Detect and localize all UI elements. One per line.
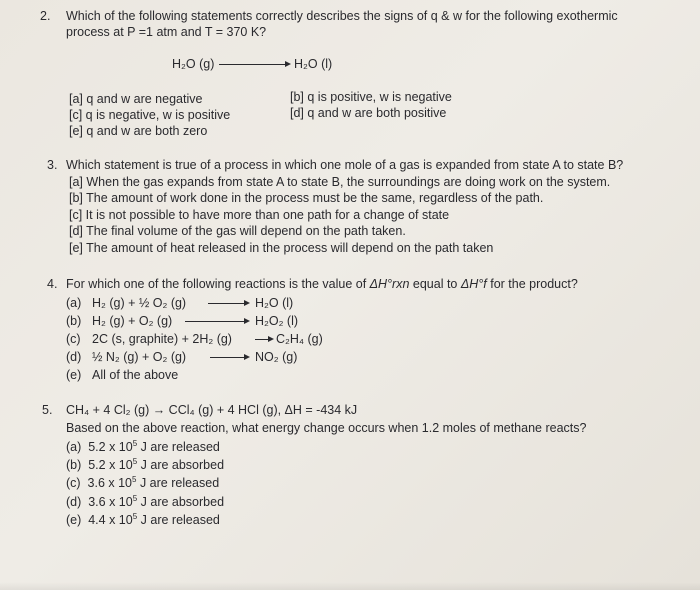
q4-option-e-lhs: All of the above [92,368,179,382]
q2-reactant: H₂O (g) [172,57,215,71]
q3-option-a: [a] When the gas expands from state A to state B, the surroundings are doing work on the system. [69,175,611,189]
q3-option-e: [e] The amount of heat released in the process will depend on the path taken [69,241,494,255]
q2-text-line2: process at P =1 atm and T = 370 K? [66,25,267,39]
q4-option-e-label: (e) [66,368,82,382]
q4-dh-rxn: ΔH°rxn [369,277,410,291]
q5-option-c-label: (c) [66,476,81,490]
q4-text [66,276,578,292]
q5-option-d-mant: 3.6 x 10 [88,495,133,509]
q2-option-a: [a] q and w are negative [69,92,203,106]
q5-text: Based on the above reaction, what energy change occurs when 1.2 moles of methane reacts? [66,421,587,435]
q5-option-a-mant: 5.2 x 10 [88,440,133,454]
q5-option-d-exp: 5 [132,493,138,503]
q5-option-c-mant: 3.6 x 10 [87,476,133,490]
q5-option-b-mant: 5.2 x 10 [88,458,133,472]
q2-option-e: [e] q and w are both zero [69,124,208,138]
q4-dh-f: ΔH°f [460,277,487,291]
q4-number: 4. [47,277,58,291]
q4-option-d-rhs: NO₂ (g) [255,350,298,364]
q4-option-a-lhs: H₂ (g) + ½ O₂ (g) [92,296,187,310]
q5-option-d-label: (d) [66,495,82,509]
q5-option-e-label: (e) [66,513,82,527]
q5-option-c-rest: J are released [136,476,220,490]
q5-option-b-rest: J are absorbed [137,458,225,472]
q4-option-c-arrow [255,339,272,340]
q5-option-b-exp: 5 [132,456,138,466]
q2-number: 2. [40,9,51,23]
q2-option-b: [b] q is positive, w is negative [290,90,452,104]
page-edge-shadow [0,582,700,590]
q2-reaction-arrow [219,64,289,65]
q3-option-d: [d] The final volume of the gas will depend on the path taken. [69,224,406,238]
q5-option-e-exp: 5 [132,511,138,521]
q2-product: H₂O (l) [294,57,333,71]
q5-option-e-mant: 4.4 x 10 [88,513,133,527]
q4-option-a-label: (a) [66,296,82,310]
q5-option-b-label: (b) [66,458,82,472]
q4-option-d-label: (d) [66,350,82,364]
q5-option-d [66,494,224,510]
q5-option-a-label: (a) [66,440,82,454]
q4-option-a-rhs: H₂O (l) [255,296,294,310]
q5-option-b [66,457,224,473]
q4-option-c-rhs: C₂H₄ (g) [276,332,323,346]
q4-option-d-lhs: ½ N₂ (g) + O₂ (g) [92,350,187,364]
q5-option-a-rest: J are released [137,440,220,454]
q4-text-post: for the product? [486,277,578,291]
q4-option-b-lhs: H₂ (g) + O₂ (g) [92,314,173,328]
q5-option-e [66,512,220,528]
q4-text-mid: equal to [409,277,461,291]
q4-option-b-arrow [185,321,248,322]
q4-option-c-lhs: 2C (s, graphite) + 2H₂ (g) [92,332,232,346]
q4-option-c-label: (c) [66,332,81,346]
q5-reaction: CH₄ + 4 Cl₂ (g) → CCl₄ (g) + 4 HCl (g), ΔH = -434 kJ [66,403,358,417]
q3-option-c: [c] It is not possible to have more than one path for a change of state [69,208,450,222]
q4-option-b-rhs: H₂O₂ (l) [255,314,299,328]
q2-text-line1: Which of the following statements correctly describes the signs of q & w for the following exothermic [66,9,618,23]
q3-number: 3. [47,158,58,172]
q3-text: Which statement is true of a process in which one mole of a gas is expanded from state A to state B? [66,158,624,172]
q5-option-c [66,475,219,491]
q4-option-b-label: (b) [66,314,82,328]
q3-option-b: [b] The amount of work done in the process must be the same, regardless of the path. [69,191,544,205]
q5-option-a-exp: 5 [132,438,138,448]
q5-option-a [66,439,220,455]
q5-number: 5. [42,403,53,417]
q2-option-d: [d] q and w are both positive [290,106,447,120]
q5-option-e-rest: J are released [137,513,220,527]
q2-option-c: [c] q is negative, w is positive [69,108,231,122]
q4-option-a-arrow [208,303,248,304]
q5-option-d-rest: J are absorbed [137,495,225,509]
q5-option-c-exp: 5 [132,474,137,484]
q4-option-d-arrow [210,357,248,358]
q4-text-pre: For which one of the following reactions is the value of [66,277,370,291]
